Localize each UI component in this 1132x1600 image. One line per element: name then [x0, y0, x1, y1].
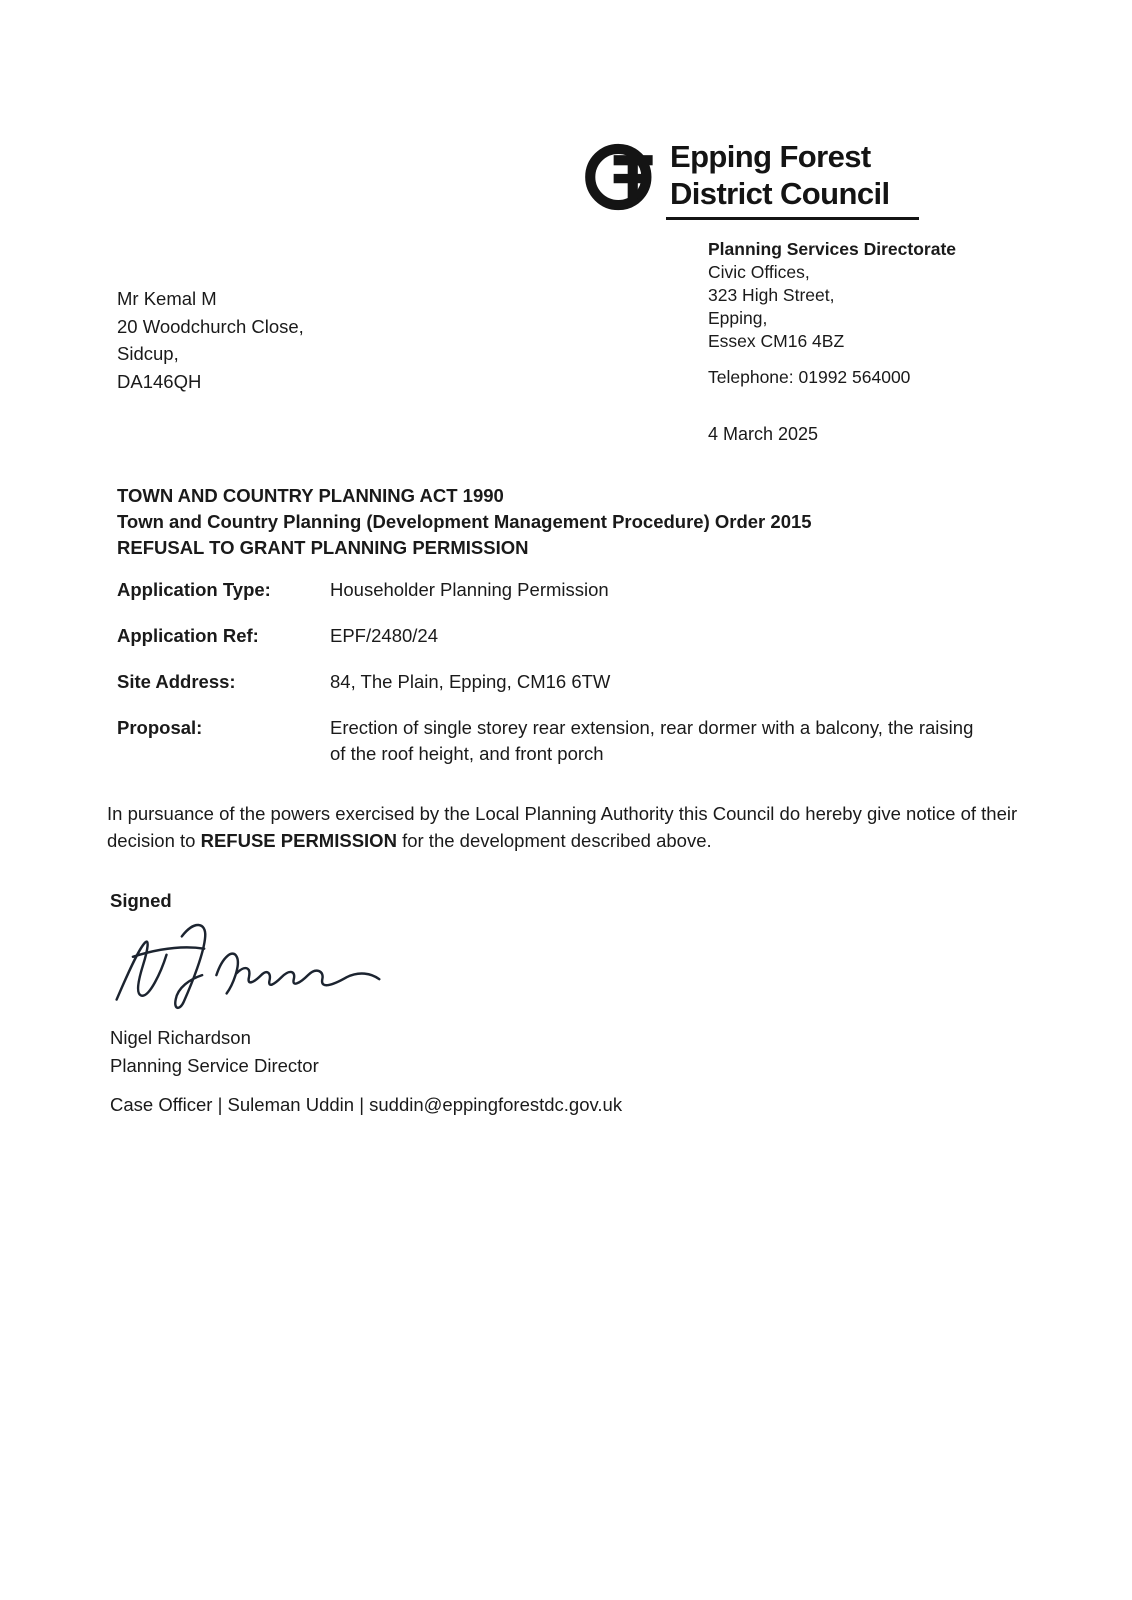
recipient-address-block — [117, 285, 304, 395]
signed-label: Signed — [110, 890, 172, 911]
detail-label: Proposal: — [117, 717, 203, 738]
case-officer-line: Case Officer | Suleman Uddin | suddin@eppingforestdc.gov.uk — [110, 1094, 623, 1115]
act-heading-line: TOWN AND COUNTRY PLANNING ACT 1990 — [117, 485, 504, 506]
act-heading-line: REFUSAL TO GRANT PLANNING PERMISSION — [117, 537, 529, 558]
decision-paragraph — [107, 800, 1052, 854]
decision-text-pre: In pursuance of the powers exercised by the Local Planning Authority this Council do hereby give notice of their decision to — [107, 803, 1018, 851]
sender-address-line: Civic Offices, — [708, 262, 810, 282]
sender-address-block — [708, 238, 956, 353]
recipient-line: Sidcup, — [117, 343, 179, 364]
logo-line-2: District Council — [670, 176, 890, 211]
signer-title: Planning Service Director — [110, 1054, 319, 1076]
detail-row-site-address — [117, 669, 990, 695]
council-logo-text — [670, 138, 889, 212]
detail-row-application-ref — [117, 623, 990, 649]
sender-address-line: 323 High Street, — [708, 285, 835, 305]
detail-row-application-type — [117, 577, 990, 603]
recipient-line: Mr Kemal M — [117, 288, 217, 309]
signer-name: Nigel Richardson — [110, 1027, 251, 1048]
logo-line-1: Epping Forest — [670, 139, 871, 174]
logo-underline-rule — [666, 217, 919, 220]
detail-label: Site Address: — [117, 671, 236, 692]
detail-label: Application Ref: — [117, 625, 259, 646]
sender-telephone: Telephone: 01992 564000 — [708, 367, 911, 387]
act-heading-block — [117, 483, 812, 561]
sender-address-line: Epping, — [708, 308, 768, 328]
act-heading-line: Town and Country Planning (Development Management Procedure) Order 2015 — [117, 511, 812, 532]
recipient-line: 20 Woodchurch Close, — [117, 315, 304, 337]
sender-directorate: Planning Services Directorate — [708, 239, 957, 259]
detail-value: EPF/2480/24 — [330, 625, 438, 646]
decision-text-post: for the development described above. — [396, 830, 712, 851]
detail-value: Erection of single storey rear extension, rear dormer with a balcony, the raising of the roof height, and front porch — [330, 717, 974, 764]
efdc-circle-f-logo-icon — [584, 138, 662, 216]
detail-value: 84, The Plain, Epping, CM16 6TW — [330, 671, 611, 692]
application-details — [117, 577, 990, 787]
council-logo — [584, 138, 889, 216]
decision-refuse-permission: REFUSE PERMISSION — [200, 830, 397, 851]
sender-address-line: Essex CM16 4BZ — [708, 331, 845, 351]
signature-image — [100, 912, 400, 1024]
detail-value: Householder Planning Permission — [330, 579, 609, 600]
recipient-line: DA146QH — [117, 370, 202, 392]
detail-label: Application Type: — [117, 579, 271, 600]
signer-block — [110, 1024, 319, 1079]
letter-date: 4 March 2025 — [708, 424, 819, 444]
detail-row-proposal — [117, 715, 990, 767]
